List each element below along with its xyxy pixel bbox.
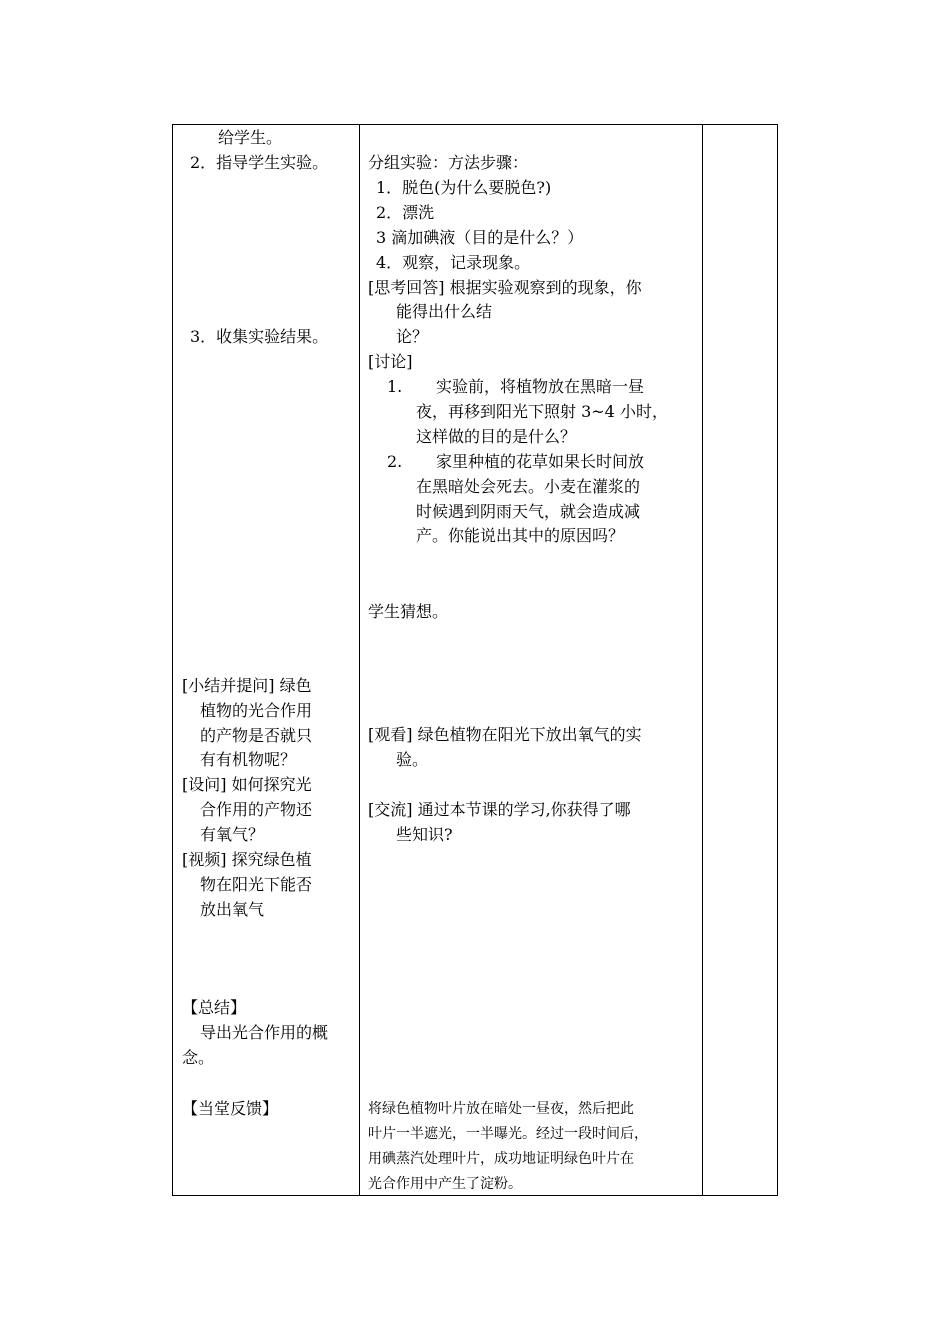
left-step-3: 3．收集实验结果。 bbox=[190, 327, 329, 346]
student-guess: 学生猜想。 bbox=[368, 602, 449, 621]
column-divider-1 bbox=[359, 125, 360, 1195]
discussion-heading: [讨论] bbox=[368, 352, 413, 371]
column-divider-2 bbox=[702, 125, 703, 1195]
conclusion-heading: 【总结】 bbox=[182, 998, 247, 1017]
step-1: 1．脱色(为什么要脱色?) bbox=[376, 178, 552, 197]
step-4: 4．观察，记录现象。 bbox=[376, 253, 531, 272]
step-2: 2．漂洗 bbox=[376, 203, 435, 222]
left-line-give-students: 给学生。 bbox=[218, 128, 283, 147]
conclusion-line-2: 念。 bbox=[182, 1048, 215, 1067]
left-step-2: 2．指导学生实验。 bbox=[190, 153, 329, 172]
feedback-heading: 【当堂反馈】 bbox=[182, 1099, 279, 1118]
group-experiment-heading: 分组实验：方法步骤： bbox=[368, 153, 529, 172]
conclusion-line-1: 导出光合作用的概 bbox=[200, 1023, 329, 1042]
step-3: 3 滴加碘液（目的是什么？） bbox=[376, 228, 584, 247]
